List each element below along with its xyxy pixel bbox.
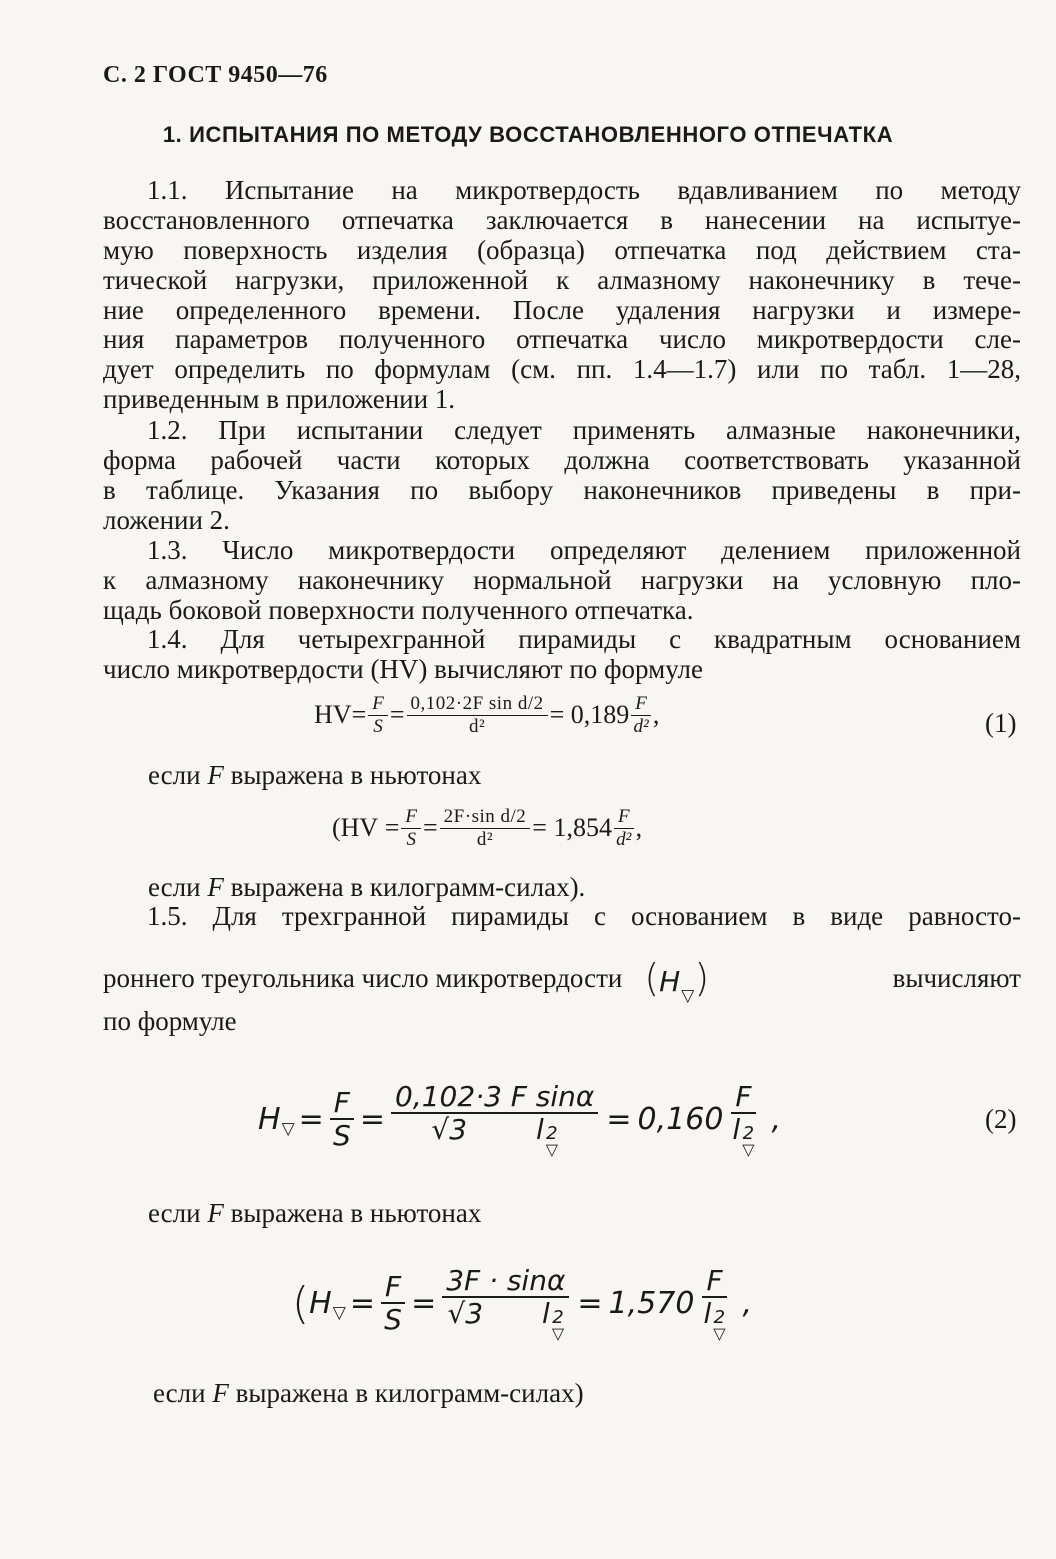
coefficient: 1,854: [553, 813, 612, 843]
triangle-icon: ▽: [332, 1303, 346, 1324]
equation-number-1: (1): [985, 708, 1017, 738]
numerator: 0,102·2F sin d/2: [407, 694, 548, 716]
fraction-f-over-d2: [614, 807, 634, 850]
triangle-icon: ▽: [681, 986, 695, 1006]
variable: F: [207, 760, 224, 790]
fraction-main: [391, 1082, 598, 1157]
triangle-icon: ▽: [742, 1139, 755, 1159]
triangle-icon: ▽: [281, 1119, 295, 1140]
coefficient: 0,189: [570, 700, 630, 730]
numerator: F: [368, 694, 388, 716]
denominator: S: [332, 1119, 351, 1153]
formula-comma: ,: [652, 700, 660, 730]
text: вычисляют: [892, 962, 1021, 993]
numerator: 2F·sin d/2: [440, 807, 531, 829]
exponent: 2: [713, 1307, 726, 1329]
text-line: по формуле: [103, 1006, 237, 1036]
formula-comma: ,: [635, 813, 643, 843]
numerator: F: [614, 807, 634, 829]
exponent: 2: [742, 1123, 755, 1145]
condition-newtons: [148, 760, 481, 791]
condition-kgf: [148, 872, 585, 903]
paragraph-1-5: [103, 902, 1021, 932]
formula-comma: ,: [771, 1101, 782, 1137]
symbol-l: l: [732, 1113, 741, 1147]
triangle-icon: ▽: [551, 1323, 565, 1343]
paragraph-1-2: [103, 416, 1021, 536]
denominator: d²: [616, 828, 632, 850]
variable: F: [212, 1378, 229, 1408]
condition-newtons: [148, 1198, 481, 1229]
numerator: F: [401, 807, 421, 829]
fraction-f-over-d2: [631, 694, 651, 737]
open-paren: (: [292, 1277, 310, 1329]
numerator: F: [702, 1266, 726, 1298]
text: если: [148, 760, 208, 790]
text-line-with-symbol: [103, 956, 1021, 1006]
numerator: 3F · sinα: [442, 1266, 569, 1298]
denominator: d²: [468, 715, 486, 737]
text-line: ния параметров полученного отпечатка число микротвердости сле-: [103, 324, 1021, 355]
text: если: [148, 872, 208, 902]
formula-1: HV = $\frac{F}{S}$ = $\frac{\text{0,102·2F sin d/2}}{\text{d²}}$ = 0,189 $\frac{F}{\text{d²}}$ ,: [314, 693, 660, 737]
variable: F: [207, 872, 224, 902]
text-line: тической нагрузки, приложенной к алмазному наконечнику в тече-: [103, 264, 1021, 295]
paragraph-1-4: [103, 625, 1021, 685]
symbol-l: l: [542, 1297, 550, 1331]
triangle-icon: ▽: [713, 1323, 726, 1343]
denominator: [732, 1114, 754, 1157]
text: если: [153, 1378, 213, 1408]
fraction-main: [442, 1266, 569, 1341]
numerator: F: [381, 1272, 405, 1304]
text: выражена в килограмм-силах): [228, 1378, 584, 1408]
symbol-h: H: [659, 965, 681, 998]
text-line: ложении 2.: [103, 504, 230, 535]
text: если: [148, 1198, 208, 1228]
text-line: восстановленного отпечатка заключается в нанесении на испытуе-: [103, 204, 1021, 235]
paragraph-1-1: [103, 176, 1021, 415]
sqrt-3: √3: [447, 1297, 484, 1331]
text: выражена в ньютонах: [223, 760, 482, 790]
numerator: F: [731, 1082, 755, 1114]
formula-2-kgf: ( H ▽ = $\frac{F}{S}$ = 3F · sinα √3 l 2 ▽ = 1,570 F l 2 ▽ ,: [292, 1264, 753, 1343]
denominator: d²: [633, 715, 649, 737]
text-line: приведенным в приложении 1.: [103, 384, 456, 415]
formula-comma: ,: [742, 1285, 753, 1321]
h-triangle-symbol: $(H_▽)$: [644, 956, 710, 1006]
paragraph-1-3: [103, 536, 1021, 626]
fraction-f-over-s: [368, 694, 388, 737]
numerator: F: [631, 694, 651, 716]
denominator: S: [406, 828, 416, 850]
text-line: 1.1. Испытание на микротвердость вдавливанием по методу: [147, 175, 1021, 205]
variable: F: [207, 1198, 224, 1228]
text-line: число микротвердости (HV) вычисляют по формуле: [103, 653, 703, 684]
text-line: 1.5. Для трехгранной пирамиды с основанием в виде равносто-: [147, 901, 1021, 931]
fraction-f-over-l2: [731, 1082, 755, 1157]
exponent: 2: [552, 1307, 564, 1329]
denominator: [431, 1114, 558, 1157]
denominator: [447, 1298, 564, 1341]
text: роннего треугольника число микротвердости: [103, 962, 623, 993]
text: выражена в килограмм-силах).: [223, 872, 586, 902]
text-line: дует определить по формулам (см. пп. 1.4—1.7) или по табл. 1—28,: [103, 354, 1021, 385]
fraction-f-over-s: [401, 807, 421, 850]
equation-number-2: (2): [985, 1104, 1017, 1134]
fraction-main: [440, 807, 531, 850]
formula-2: H ▽ = $\frac{F}{S}$ = 0,102·3 F sinα √3 l 2 ▽ = 0,160 F l 2 ▽ ,: [258, 1080, 782, 1159]
symbol-l: l: [703, 1297, 712, 1331]
text-line: в таблице. Указания по выбору наконечников приведены в при-: [103, 474, 1021, 505]
section-title: 1. ИСПЫТАНИЯ ПО МЕТОДУ ВОССТАНОВЛЕННОГО ОТПЕЧАТКА: [162, 122, 894, 147]
formula-1-kgf: (HV = $\frac{F}{S}$ = $\frac{\text{2F·sin d/2}}{\text{d²}}$ = 1,854 $\frac{F}{\text{d²}}$ ,: [332, 806, 643, 850]
denominator: [703, 1298, 725, 1341]
text: выражена в ньютонах: [223, 1198, 482, 1228]
condition-kgf: [153, 1378, 584, 1409]
coefficient: 0,160: [637, 1101, 724, 1137]
formula-lhs: HV: [314, 700, 352, 730]
coefficient: 1,570: [608, 1285, 695, 1321]
fraction-f-over-s: [330, 1088, 354, 1151]
symbol-h: H: [309, 1285, 332, 1321]
fraction-main: [407, 694, 548, 737]
denominator: S: [373, 715, 383, 737]
text-line: 1.2. При испытании следует применять алмазные наконечники,: [147, 415, 1021, 445]
sqrt-3: √3: [431, 1113, 468, 1147]
formula-lhs: (HV: [332, 813, 379, 843]
text-line: форма рабочей части которых должна соответствовать указанной: [103, 444, 1021, 475]
numerator: 0,102·3 F sinα: [391, 1082, 598, 1114]
text-line: ние определенного времени. После удаления нагрузки и измере-: [103, 294, 1021, 325]
denominator: S: [384, 1303, 402, 1337]
fraction-f-over-l2: [702, 1266, 726, 1341]
text-line: мую поверхность изделия (образца) отпечатка под действием ста-: [103, 234, 1021, 265]
text-line: 1.3. Число микротвердости определяют делением приложенной: [147, 535, 1021, 565]
fraction-f-over-s: [381, 1272, 405, 1335]
symbol-l: l: [535, 1113, 544, 1147]
exponent: 2: [546, 1123, 558, 1145]
symbol-h: H: [258, 1101, 281, 1137]
text-line: щадь боковой поверхности полученного отпечатка.: [103, 594, 694, 625]
text-line: 1.4. Для четырехгранной пирамиды с квадратным основанием: [147, 624, 1021, 654]
denominator: d²: [476, 828, 494, 850]
triangle-icon: ▽: [545, 1139, 559, 1159]
page-header: С. 2 ГОСТ 9450—76: [103, 62, 328, 88]
text-line: к алмазному наконечнику нормальной нагрузки на условную пло-: [103, 564, 1021, 595]
numerator: F: [330, 1088, 354, 1120]
